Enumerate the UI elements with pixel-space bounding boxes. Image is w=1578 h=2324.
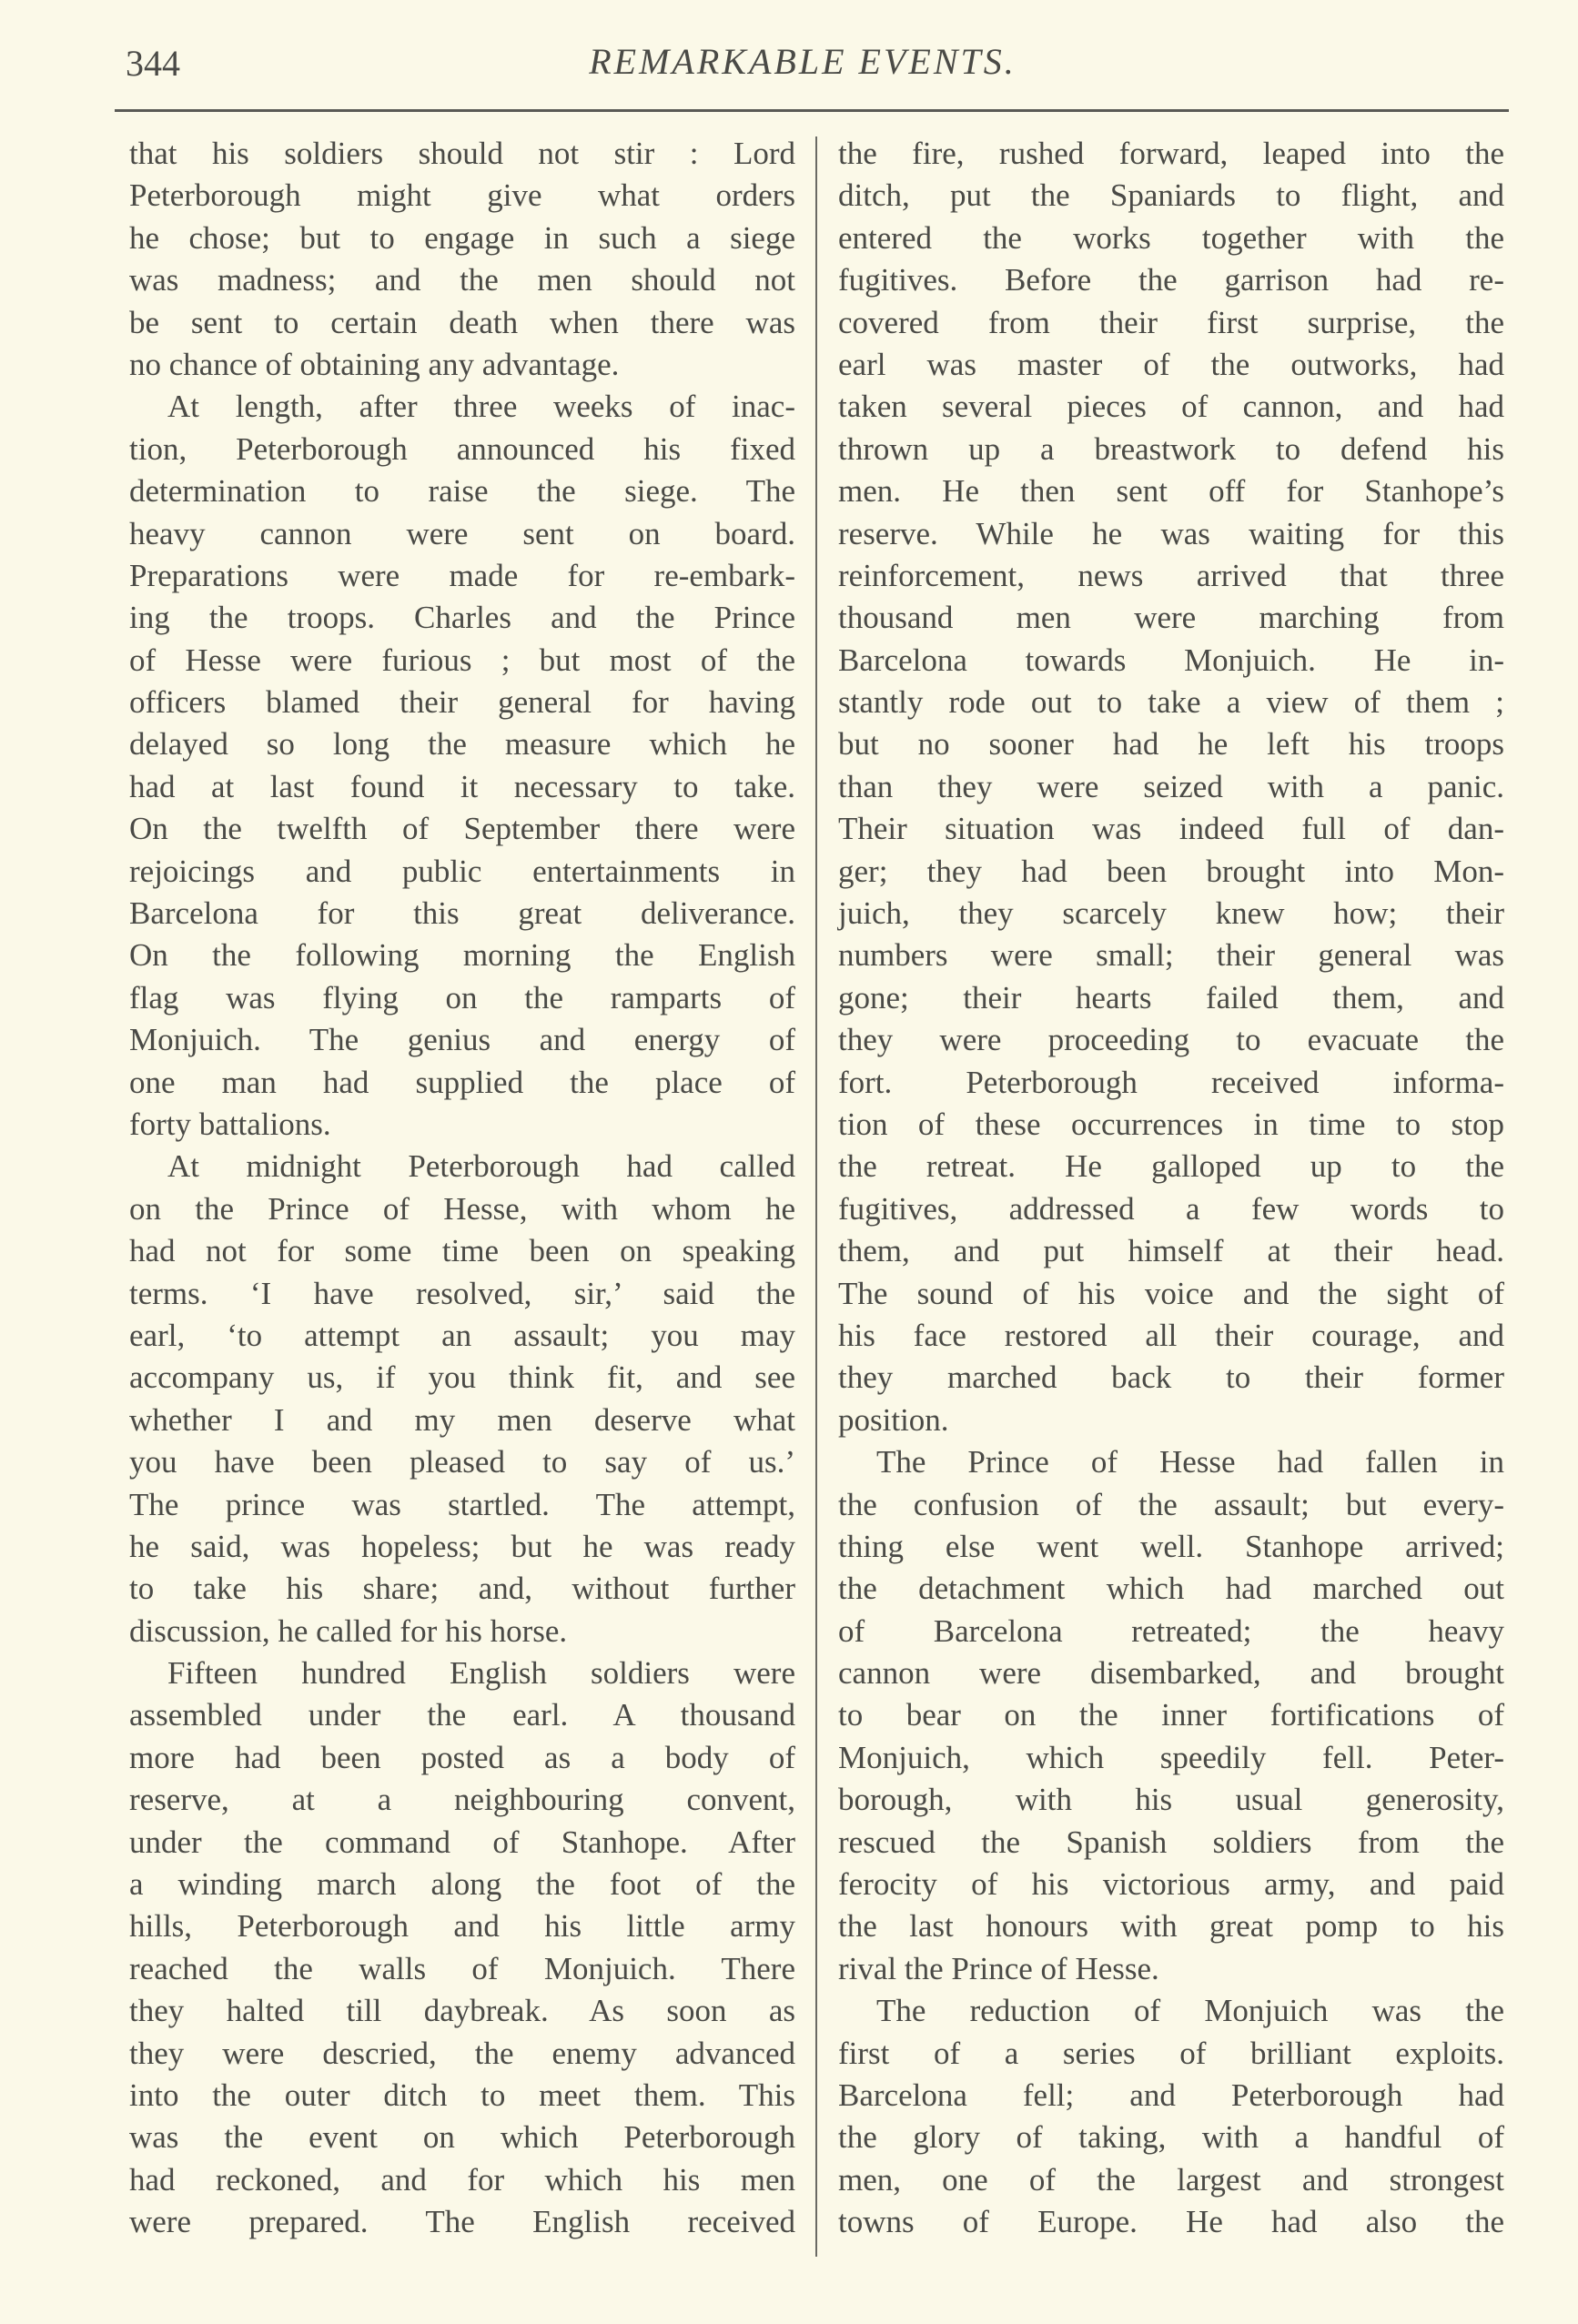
text-line: the fire, rushed forward, leaped into the xyxy=(838,136,1504,171)
text-line: reinforcement, news arrived that three xyxy=(838,557,1504,593)
text-line: Barcelona for this great deliverance. xyxy=(129,895,795,932)
text-line: fort. Peterborough received informa- xyxy=(838,1064,1504,1100)
text-line: the confusion of the assault; but every- xyxy=(838,1486,1504,1522)
text-line: no chance of obtaining any advantage. xyxy=(129,346,620,382)
text-line: he said, was hopeless; but he was ready xyxy=(129,1528,795,1564)
text-line: position. xyxy=(838,1401,949,1438)
left-column xyxy=(129,133,795,2244)
text-line: reserve. While he was waiting for this xyxy=(838,515,1504,551)
text-line: Their situation was indeed full of dan- xyxy=(838,811,1504,847)
text-line: they were proceeding to evacuate the xyxy=(838,1022,1504,1058)
text-line: Monjuich. The genius and energy of xyxy=(129,1022,795,1058)
text-line: numbers were small; their general was xyxy=(838,937,1504,974)
text-line: ferocity of his victorious army, and paid xyxy=(838,1866,1504,1903)
text-line: gone; their hearts failed them, and xyxy=(838,979,1504,1015)
text-line: into the outer ditch to meet them. This xyxy=(129,2076,795,2113)
text-line: one man had supplied the place of xyxy=(129,1064,795,1100)
text-line: At length, after three weeks of inac- xyxy=(167,389,795,425)
text-line: On the twelfth of September there were xyxy=(129,811,795,847)
text-line: thousand men were marching from xyxy=(838,600,1504,636)
text-line: Preparations were made for re-embark- xyxy=(129,557,795,593)
text-line: on the Prince of Hesse, with whom he xyxy=(129,1190,795,1227)
text-line: covered from their first surprise, the xyxy=(838,304,1504,340)
text-line: first of a series of brilliant exploits. xyxy=(838,2035,1504,2071)
text-line: The sound of his voice and the sight of xyxy=(838,1275,1504,1311)
text-line: they halted till daybreak. As soon as xyxy=(129,1993,795,2029)
text-line: heavy cannon were sent on board. xyxy=(129,515,795,551)
text-line: determination to raise the siege. The xyxy=(129,473,795,510)
text-line: The Prince of Hesse had fallen in xyxy=(876,1444,1504,1480)
text-line: had reckoned, and for which his men xyxy=(129,2161,795,2198)
text-line: taken several pieces of cannon, and had xyxy=(838,389,1504,425)
page-number: 344 xyxy=(126,43,180,84)
text-line: entered the works together with the xyxy=(838,219,1504,256)
right-column xyxy=(838,133,1504,2244)
text-line: fugitives. Before the garrison had re- xyxy=(838,262,1504,298)
text-line: was madness; and the men should not xyxy=(129,262,795,298)
text-line: juich, they scarcely knew how; their xyxy=(838,895,1504,932)
text-line: terms. ‘I have resolved, sir,’ said the xyxy=(129,1275,795,1311)
text-line: ing the troops. Charles and the Prince xyxy=(129,600,795,636)
text-line: had at last found it necessary to take. xyxy=(129,768,795,804)
text-line: Barcelona fell; and Peterborough had xyxy=(838,2076,1504,2113)
text-line: men, one of the largest and strongest xyxy=(838,2161,1504,2198)
text-line: reached the walls of Monjuich. There xyxy=(129,1950,795,1986)
text-line: more had been posted as a body of xyxy=(129,1739,795,1775)
text-line: At midnight Peterborough had called xyxy=(167,1148,795,1185)
text-line: rejoicings and public entertainments in xyxy=(129,853,795,889)
text-line: forty battalions. xyxy=(129,1106,331,1142)
text-line: were prepared. The English received xyxy=(129,2204,795,2240)
text-line: The reduction of Monjuich was the xyxy=(876,1993,1504,2029)
text-line: reserve, at a neighbouring convent, xyxy=(129,1782,795,1818)
text-line: men. He then sent off for Stanhope’s xyxy=(838,473,1504,510)
text-line: had not for some time been on speaking xyxy=(129,1233,795,1269)
text-line: was the event on which Peterborough xyxy=(129,2119,795,2156)
text-line: accompany us, if you think fit, and see xyxy=(129,1359,795,1396)
text-line: flag was flying on the ramparts of xyxy=(129,979,795,1015)
text-line: whether I and my men deserve what xyxy=(129,1401,795,1438)
text-line: of Barcelona retreated; the heavy xyxy=(838,1612,1504,1649)
text-line: Barcelona towards Monjuich. He in- xyxy=(838,642,1504,678)
text-line: the last honours with great pomp to his xyxy=(838,1908,1504,1945)
text-line: the detachment which had marched out xyxy=(838,1571,1504,1607)
text-line: his face restored all their courage, and xyxy=(838,1317,1504,1353)
header-rule xyxy=(115,109,1509,112)
text-line: delayed so long the measure which he xyxy=(129,726,795,763)
text-line: that his soldiers should not stir : Lord xyxy=(129,136,795,171)
text-line: tion of these occurrences in time to stop xyxy=(838,1106,1504,1142)
text-line: but no sooner had he left his troops xyxy=(838,726,1504,763)
text-line: discussion, he called for his horse. xyxy=(129,1612,568,1649)
text-line: they marched back to their former xyxy=(838,1359,1504,1396)
text-line: earl, ‘to attempt an assault; you may xyxy=(129,1317,795,1353)
text-line: The prince was startled. The attempt, xyxy=(129,1486,795,1522)
text-line: them, and put himself at their head. xyxy=(838,1233,1504,1269)
text-line: a winding march along the foot of the xyxy=(129,1866,795,1903)
text-line: than they were seized with a panic. xyxy=(838,768,1504,804)
text-line: he chose; but to engage in such a siege xyxy=(129,219,795,256)
text-line: of Hesse were furious ; but most of the xyxy=(129,642,795,678)
text-line: assembled under the earl. A thousand xyxy=(129,1697,795,1733)
text-line: to take his share; and, without further xyxy=(129,1571,795,1607)
text-line: towns of Europe. He had also the xyxy=(838,2204,1504,2240)
text-line: thrown up a breastwork to defend his xyxy=(838,430,1504,467)
text-line: to bear on the inner fortifications of xyxy=(838,1697,1504,1733)
text-line: hills, Peterborough and his little army xyxy=(129,1908,795,1945)
text-line: tion, Peterborough announced his fixed xyxy=(129,430,795,467)
text-line: stantly rode out to take a view of them ; xyxy=(838,684,1504,721)
text-line: under the command of Stanhope. After xyxy=(129,1824,795,1860)
text-line: earl was master of the outworks, had xyxy=(838,346,1504,382)
text-line: Peterborough might give what orders xyxy=(129,177,795,214)
text-line: fugitives, addressed a few words to xyxy=(838,1190,1504,1227)
text-line: cannon were disembarked, and brought xyxy=(838,1655,1504,1692)
text-line: officers blamed their general for having xyxy=(129,684,795,721)
running-title: REMARKABLE EVENTS. xyxy=(589,41,1017,82)
text-line: be sent to certain death when there was xyxy=(129,304,795,340)
text-line: On the following morning the English xyxy=(129,937,795,974)
column-divider xyxy=(815,136,817,2257)
text-line: they were descried, the enemy advanced xyxy=(129,2035,795,2071)
text-line: Fifteen hundred English soldiers were xyxy=(167,1655,795,1692)
text-line: ger; they had been brought into Mon- xyxy=(838,853,1504,889)
text-line: borough, with his usual generosity, xyxy=(838,1782,1504,1818)
text-line: ditch, put the Spaniards to flight, and xyxy=(838,177,1504,214)
text-line: the glory of taking, with a handful of xyxy=(838,2119,1504,2156)
text-line: the retreat. He galloped up to the xyxy=(838,1148,1504,1185)
text-line: thing else went well. Stanhope arrived; xyxy=(838,1528,1504,1564)
text-line: rescued the Spanish soldiers from the xyxy=(838,1824,1504,1860)
text-line: Monjuich, which speedily fell. Peter- xyxy=(838,1739,1504,1775)
text-line: rival the Prince of Hesse. xyxy=(838,1950,1159,1986)
text-line: you have been pleased to say of us.’ xyxy=(129,1444,795,1480)
